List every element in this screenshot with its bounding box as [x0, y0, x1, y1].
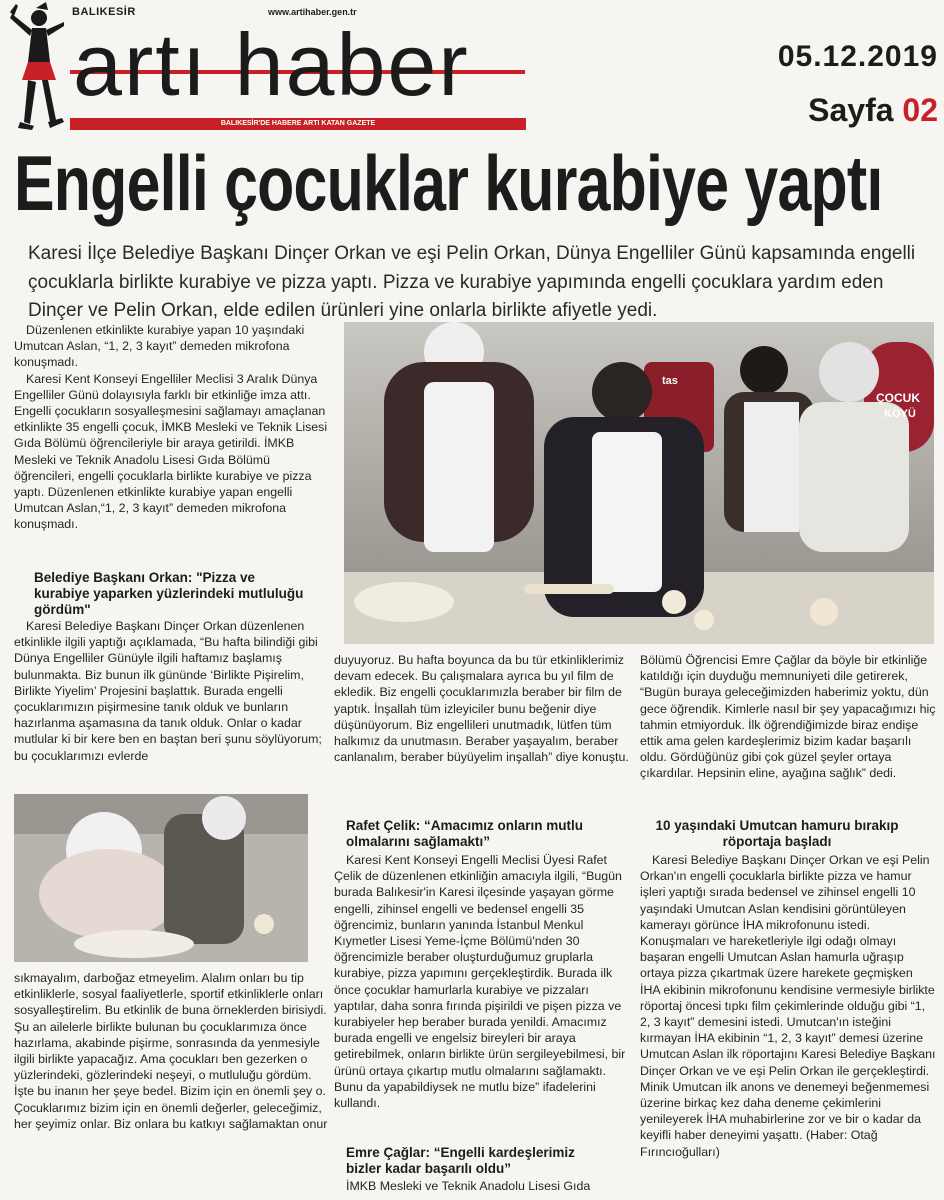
masthead-city: BALIKESİR	[72, 6, 136, 18]
subheading: Belediye Başkanı Orkan: "Pizza ve kurabiye yaparken yüzlerindeki mutluluğu gördüm"	[34, 570, 304, 617]
col3-bottom-text	[640, 852, 936, 1160]
masthead-logo: artı haber	[73, 15, 470, 114]
secondary-photo	[14, 794, 308, 962]
page-number	[808, 92, 938, 129]
photo-sign-text: ÇOCUK	[876, 391, 920, 405]
subheading: Emre Çağlar: “Engelli kardeşlerimiz bizler kadar başarılı oldu”	[346, 1145, 575, 1176]
col2-mid-text	[334, 852, 634, 1111]
article-headline: Engelli çocuklar kurabiye yaptı	[14, 139, 883, 227]
subheading: Rafet Çelik: “Amacımız onların mutlu olmalarını sağlamaktı”	[346, 818, 584, 849]
page-number-value: 02	[902, 92, 938, 128]
issue-date: 05.12.2019	[777, 40, 938, 73]
photo-sign-text: KÖYÜ	[884, 408, 916, 420]
page-label: Sayfa	[808, 92, 894, 128]
col2-bottom-text	[346, 1178, 636, 1194]
col1-top-text	[14, 322, 332, 533]
paragraph: duyuyoruz. Bu hafta boyunca da bu tür etkinliklerimiz devam edecek. Bu çalışmalara ayrıca bu yıl film de ekledik. Biz engelli çocuklarımızla beraber bir film de yaptık. İnşallah tüm izleyiciler bunu beğenir diye düşünüyorum. Biz engellileri unutmadık, lütfen tüm halkımız da unutmasın. Beraber yaşayalım, beraber canlanalım, beraber büyüyelim inşallah” diye konuştu.	[334, 653, 629, 765]
paragraph: Karesi Kent Konseyi Engelli Meclisi Üyesi Rafet Çelik de düzenlenen etkinliğin amacıyla ilgili, “Bugün burada Balıkesir'in Karesi ilçesinde yaşayan görme engelli, zihinsel engelli ve bedensel engelli 35 öğrencimiz, bunların yanında İstanbul Menkul Kıymetler Lisesi Yeme-İçme Bölümü'nden 30 öğrencimizle beraber oluşturduğumuz gruplarla kurabiye, pizza yapımını gerçekleştirdik. Burada ilk önce çocuklar hamurlarla kurabiye ve pizzaları yaptılar, daha sonra fırında pişirildi ve pişen pizza ve kurabiyeler hep beraber burada yenildi. Amacımız burada engelli ve engelsiz bireyleri bir araya getirebilmek, onların birlikte ürün sergileyebilmesi, bir ürünü ortaya çıkartıp mutlu olmalarını sağlamaktı. Bunu da yapabildiysek ne mutlu bize” ifadelerini kullandı.	[334, 853, 626, 1111]
col2-top-text	[334, 652, 634, 765]
paragraph: İMKB Mesleki ve Teknik Anadolu Lisesi Gıda	[346, 1179, 591, 1193]
photo-sign-text: tas	[662, 375, 678, 387]
paragraph: Karesi Kent Konseyi Engelliler Meclisi 3 Aralık Dünya Engelliler Günü dolayısıyla farklı bir etkinliğe imza attı. Engelli çocukların sosyalleşmesini sağlamayı amaçlanan etkinlikte 35 engelli çocuk, İMKB Mesleki ve Teknik Lisesi Gıda Bölümü öğrencileriyle bir araya getirildi. İMKB Mesleki ve Teknik Anadolu Lisesi Gıda Bölümü öğrencileri, engelli çocuklarla birlikte kurabiye ve pizza yaptı. Düzenlenen etkinlikte kurabiye yapan engelli Umutcan Aslan,“1, 2, 3 kayıt” demeden mikrofona konuşmadı.	[14, 371, 328, 532]
article-lead: Karesi İlçe Belediye Başkanı Dinçer Orkan ve eşi Pelin Orkan, Dünya Engelliler Günü kapsamında engelli çocuklarla birlikte kurabiye ve pizza yaptı. Pizza ve kurabiye yapımında engelli çocuklara yardım eden Dinçer ve Pelin Orkan, elde edilen ürünleri yine onlarla birlikte afiyetle yedi.	[28, 243, 916, 321]
paragraph: Karesi Belediye Başkanı Dinçer Orkan ve eşi Pelin Orkan'ın engelli çocuklarla birlikte pizza ve hamur işleri yaptığı sırada bedensel ve zihinsel engelli 10 yaşındaki Umutcan Aslan kendisini görüntüleyen kamerayı görünce İHA mikrofonunu istedi. Konuşmaları ve hareketleriyle ilgi odağı olmayı başaran engelli Umutcan Aslan hamurla uğraşıp ortaya pizza çıkartmak üzere harekete geçmişken İHA ekibinin mikrofonunu kendisine vermesiyle birlikte röportaj öncesi tıpkı film çekimlerinde olduğu gibi “1, 2, 3 kayıt” demesini istedi. Umutcan'ın isteğini kırmayan İHA ekibinin “1, 2, 3 kayıt” demesi üzerine Umutcan Aslan ilk röportajını Karesi Belediye Başkanı Dinçer Orkan ve ve eşi Pelin Orkan ile gerçekleştirdi. Minik Umutcan ilk anons ve denemeyi beğenmemesi üzerine birkaç kez daha deneme çekimlerini yenileyerek İHA muhabirlerine zor ve bir o kadar da keyifli haber deneyimi yaşattı. (Haber: Otağ Fırıncıoğulları)	[640, 853, 936, 1159]
paragraph: Düzenlenen etkinlikte kurabiye yapan 10 yaşındaki Umutcan Aslan, “1, 2, 3 kayıt” demeden mikrofona konuşmadı.	[14, 323, 305, 370]
subheading: 10 yaşındaki Umutcan hamuru bırakıp röportaja başladı	[655, 818, 899, 849]
paragraph: Bölümü Öğrencisi Emre Çağlar da böyle bir etkinliğe katıldığı için duyduğu memnuniyeti dile getirerek, “Bugün buraya geleceğimizden haberimiz yoktu, dün gece öğrendik. Kimlerle nasıl bir şey yapacağımızı hiç tahmin etmiyorduk. İlk öğrendiğimizde biraz endişe ettik ama gelen kardeşlerimiz bizim kadar başarılı oldu. Gördüğünüz gibi çok güzel şeyler ortaya çıkardılar. Hepsinin eline, ayağına sağlık” dedi.	[640, 653, 936, 781]
paragraph: sıkmayalım, darboğaz etmeyelim. Alalım onları bu tip etkinliklerle, sosyal faaliyetlerle, sportif etkinliklerle onları sosyalleştirelim. Bu etkinlik de buna örneklerden birisiydi. Şu an ailelerle birlikte bulunan bu çocuklarımıza önce hazırlama, akabinde pişirme, sonrasında da yenmesiyle ilgili birlikte yapacağız. Ama çocukları ben gezerken o yüzlerindeki, gözlerindeki neşeyi, o mutluluğu gördüm. İşte bu inanın her şeye bedel. Bizim için en önemli şey o. Çocuklarımız bizim için en önemli değerler, geleceğimiz, her şeyimiz onlar. Biz onlara bu katkıyı sağlamaktan onur	[14, 971, 328, 1131]
col3-top-text	[640, 652, 936, 782]
paragraph: Karesi Belediye Başkanı Dinçer Orkan düzenlenen etkinlikle ilgili yaptığı açıklamada, “Bu hafta bilindiği gibi Dünya Engelliler Günüyle ilgili haftamız başlamış bulunmakta. Biz bunun ilk gününde ‘Birlikte Pişirelim, Birlikte Yiyelim’ Projesini başlattık. Burada engelli çocuklarımızın pişirmesine tanık olduk ve bunların hazırlanma aşamasına da tanık olduk. Onlar o kadar mutlular ki bir kere ben en baştan beri şunu söylüyorum; bu çocuklarımızı evlerde	[14, 619, 322, 763]
masthead-url: www.artihaber.gen.tr	[268, 7, 357, 17]
masthead-slogan: BALIKESİR'DE HABERE ARTI KATAN GAZETE	[70, 118, 526, 130]
col1-bottom-text	[14, 970, 332, 1132]
main-photo	[344, 322, 934, 644]
folk-dancer-logo-icon	[6, 0, 68, 132]
col1-mid-text	[14, 618, 332, 764]
